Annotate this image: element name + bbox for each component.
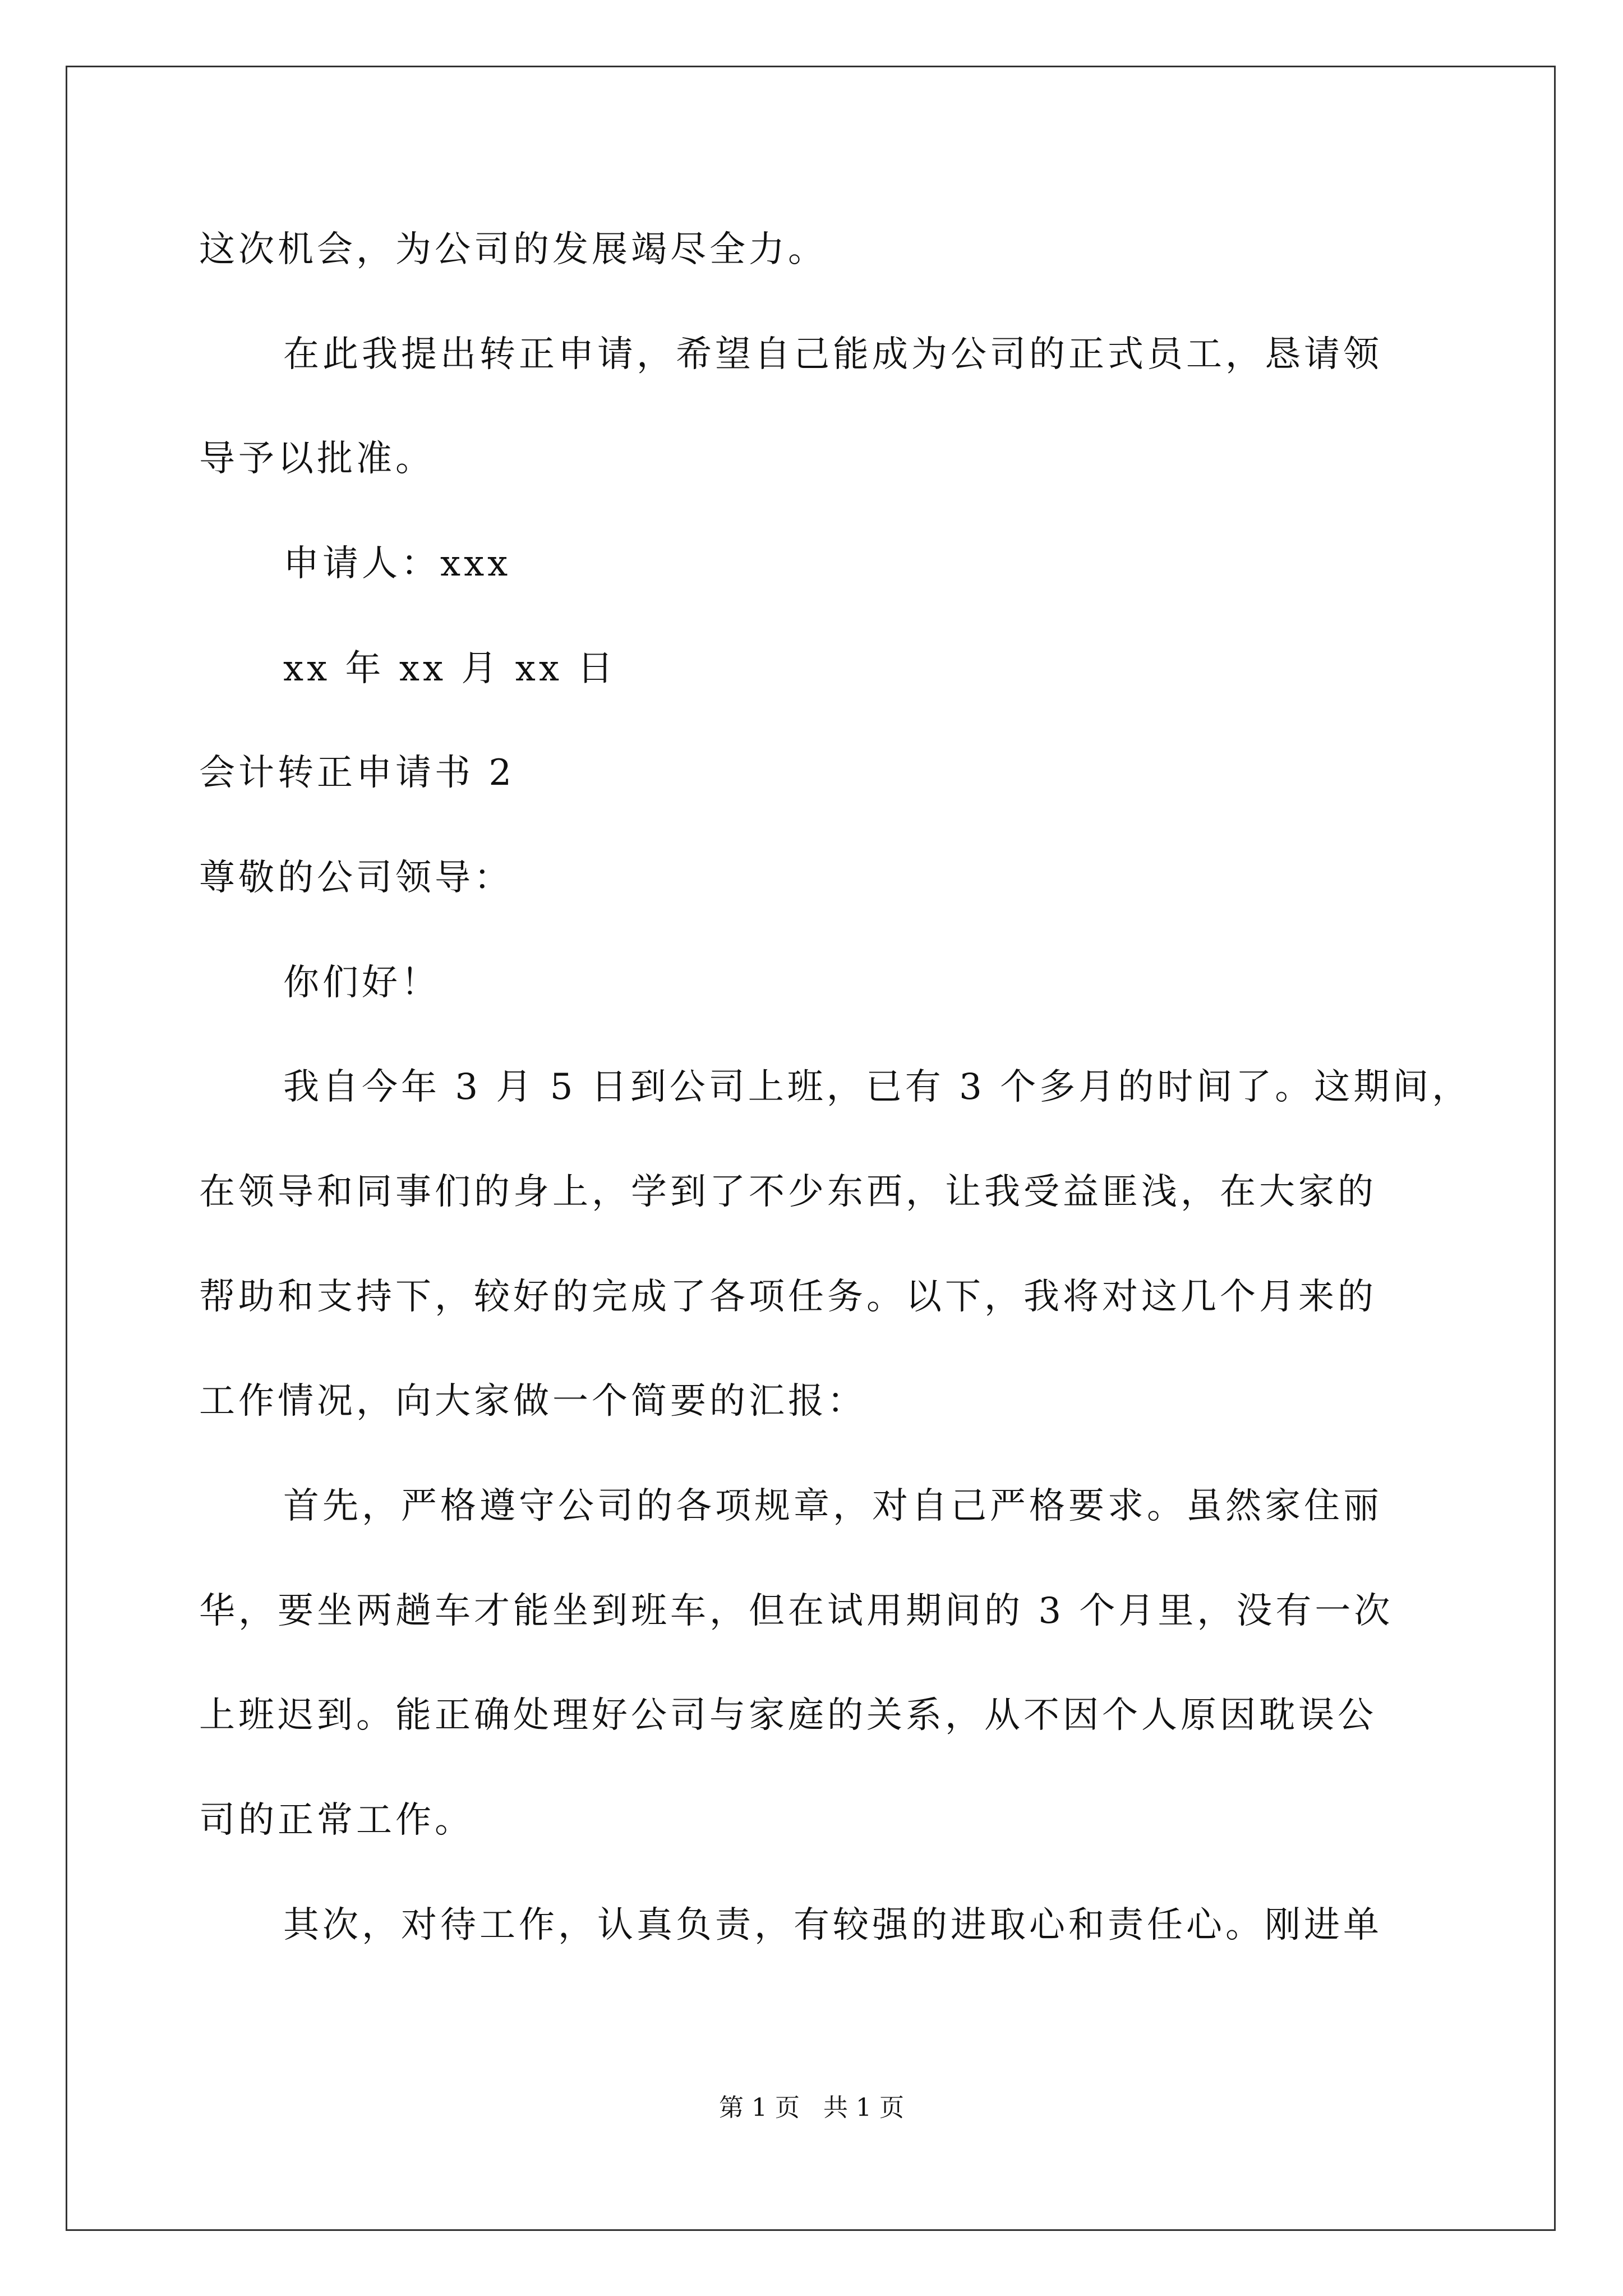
signature-applicant: 申请人：xxx	[283, 543, 511, 585]
body-line: 帮助和支持下，较好的完成了各项任务。以下，我将对这几个月来的	[199, 1276, 1377, 1318]
body-line: 在领导和同事们的身上，学到了不少东西，让我受益匪浅，在大家的	[199, 1171, 1377, 1213]
body-line: 导予以批准。	[199, 438, 435, 480]
body-line: 上班迟到。能正确处理好公司与家庭的关系，从不因个人原因耽误公	[199, 1695, 1377, 1736]
section-title: 会计转正申请书 2	[199, 752, 515, 794]
greeting: 你们好！	[283, 962, 440, 1004]
body-line: 这次机会，为公司的发展竭尽全力。	[199, 229, 827, 270]
page-footer: 第 1 页 共 1 页	[719, 2093, 904, 2122]
body-line: 其次，对待工作，认真负责，有较强的进取心和责任心。刚进单	[283, 1904, 1382, 1946]
body-line: 首先，严格遵守公司的各项规章，对自己严格要求。虽然家住丽	[283, 1485, 1382, 1527]
body-line: 我自今年 3 月 5 日到公司上班，已有 3 个多月的时间了。这期间，	[283, 1066, 1472, 1108]
signature-date: xx 年 xx 月 xx 日	[283, 648, 617, 689]
body-line: 在此我提出转正申请，希望自己能成为公司的正式员工，恳请领	[283, 334, 1382, 375]
body-line: 华，要坐两趟车才能坐到班车，但在试用期间的 3 个月里，没有一次	[199, 1590, 1394, 1632]
body-line: 司的正常工作。	[199, 1800, 474, 1841]
salutation: 尊敬的公司领导：	[199, 857, 513, 899]
body-line: 工作情况，向大家做一个简要的汇报：	[199, 1381, 866, 1422]
